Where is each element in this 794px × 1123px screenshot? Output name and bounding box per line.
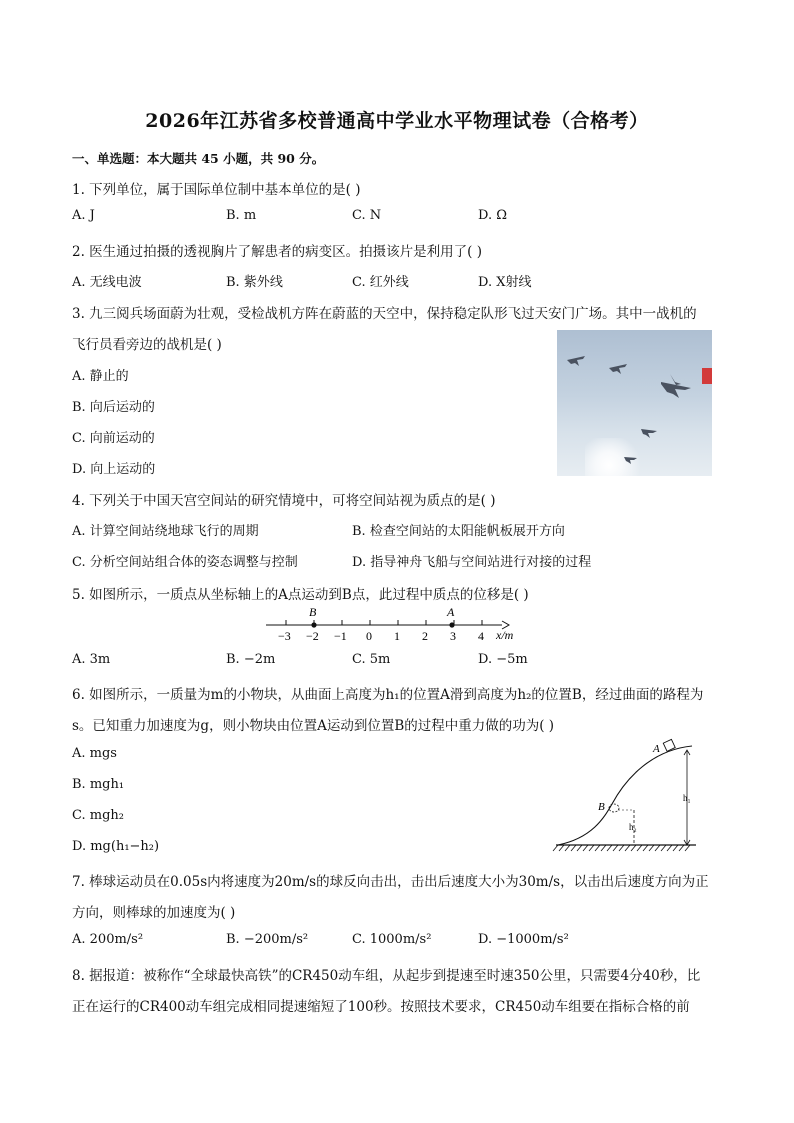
q5-option-c: C. 5m	[352, 652, 391, 667]
q8-line1: 8. 据报道：被称作“全球最快高铁”的CR450动车组，从起步到提速至时速350公里，只需要4分40秒，比	[72, 968, 701, 984]
q1-option-c: C. N	[352, 208, 382, 223]
q4-option-b: B. 检查空间站的太阳能帆板展开方向	[352, 524, 565, 539]
q3-option-b: B. 向后运动的	[72, 400, 155, 415]
q6-option-a: A. mgs	[72, 746, 117, 761]
axis-tick-label: 3	[450, 629, 456, 643]
q6-option-d: D. mg(h₁−h₂)	[72, 839, 160, 854]
point-b-dot	[311, 622, 316, 627]
ground-hatch	[601, 845, 606, 851]
q4-stem: 4. 下列关于中国天宫空间站的研究情境中，可将空间站视为质点的是( )	[72, 493, 496, 509]
q5-option-a: A. 3m	[72, 652, 111, 667]
ground-hatch	[583, 845, 588, 851]
section-heading: 一、单选题：本大题共 45 小题，共 90 分。	[72, 151, 325, 166]
fig-label-h1: h₁	[683, 793, 691, 803]
ground-hatch	[559, 845, 564, 851]
q7-option-b: B. −200m/s²	[226, 932, 309, 947]
axis-unit-label: x/m	[496, 628, 514, 642]
point-a-dot	[449, 622, 454, 627]
point-a-label: A	[447, 605, 455, 619]
q6-stem-line2: s。已知重力加速度为g，则小物块由位置A运动到位置B的过程中重力做的功为( )	[72, 718, 555, 734]
jets-silhouettes	[557, 330, 712, 476]
q5-option-b: B. −2m	[226, 652, 276, 667]
ground-hatch	[607, 845, 612, 851]
ground-hatch	[637, 845, 642, 851]
ground-hatch	[589, 845, 594, 851]
axis-tick-label: 0	[366, 629, 372, 643]
q2-option-b: B. 紫外线	[226, 275, 283, 290]
q3-option-c: C. 向前运动的	[72, 431, 155, 446]
q1-option-b: B. m	[226, 208, 257, 223]
q7-stem-line1: 7. 棒球运动员在0.05s内将速度为20m/s的球反向击出，击出后速度大小为30m/s，以击出后速度方向为正	[72, 874, 709, 890]
q4-option-d: D. 指导神舟飞船与空间站进行对接的过程	[352, 555, 592, 570]
ground-hatch	[595, 845, 600, 851]
ground-hatch	[577, 845, 582, 851]
q1-option-d: D. Ω	[478, 208, 508, 223]
ground-hatch	[655, 845, 660, 851]
axis-tick-label: 2	[422, 629, 428, 643]
q3-option-d: D. 向上运动的	[72, 462, 156, 477]
ground-hatch	[685, 845, 690, 851]
axis-tick-label: −3	[278, 629, 291, 643]
q6-stem-line1: 6. 如图所示，一质量为m的小物块，从曲面上高度为h₁的位置A滑到高度为h₂的位置B，经过曲面的路程为	[72, 687, 704, 703]
axis-tick-label: −1	[334, 629, 347, 643]
q3-stem-line1: 3. 九三阅兵场面蔚为壮观，受检战机方阵在蔚蓝的天空中，保持稳定队形飞过天安门广场。其中一战机的	[72, 306, 697, 322]
ground-hatch	[643, 845, 648, 851]
point-b-label: B	[309, 605, 317, 619]
q3-stem-line2: 飞行员看旁边的战机是( )	[72, 337, 222, 353]
fig-label-a: A	[653, 743, 660, 755]
q6-option-c: C. mgh₂	[72, 808, 124, 823]
ground-hatch	[571, 845, 576, 851]
q2-stem: 2. 医生通过拍摄的透视胸片了解患者的病变区。拍摄该片是利用了( )	[72, 244, 482, 260]
ground-hatch	[625, 845, 630, 851]
q4-option-a: A. 计算空间站绕地球飞行的周期	[72, 524, 259, 539]
q2-option-d: D. X射线	[478, 275, 532, 290]
q8-line2: 正在运行的CR400动车组完成相同提速缩短了100秒。按照技术要求，CR450动车组要在指标合格的前	[72, 999, 690, 1015]
fig-label-b: B	[598, 801, 605, 813]
axis-tick-label: 4	[478, 629, 484, 643]
q4-option-c: C. 分析空间站组合体的姿态调整与控制	[72, 555, 298, 570]
q1-stem: 1. 下列单位，属于国际单位制中基本单位的是( )	[72, 182, 361, 198]
q5-stem: 5. 如图所示，一质点从坐标轴上的A点运动到B点，此过程中质点的位移是( )	[72, 587, 529, 603]
ground-hatch	[649, 845, 654, 851]
q3-option-a: A. 静止的	[72, 369, 129, 384]
q5-option-d: D. −5m	[478, 652, 528, 667]
ground-hatch	[631, 845, 636, 851]
fighter-jets-photo	[557, 330, 712, 476]
q2-option-c: C. 红外线	[352, 275, 409, 290]
q5-number-line	[262, 603, 532, 645]
ground-hatch	[553, 845, 558, 851]
fig-label-h2: h₂	[629, 822, 637, 832]
q1-option-a: A. J	[72, 208, 95, 223]
ground-hatch	[661, 845, 666, 851]
q6-option-b: B. mgh₁	[72, 777, 125, 792]
ground-hatch	[565, 845, 570, 851]
q7-option-d: D. −1000m/s²	[478, 932, 569, 947]
q6-curve-figure	[552, 738, 702, 856]
ground-hatch	[673, 845, 678, 851]
axis-tick-label: 1	[394, 629, 400, 643]
axis-tick-label: −2	[306, 629, 319, 643]
ground-hatch	[667, 845, 672, 851]
ground-hatch	[613, 845, 618, 851]
q7-option-c: C. 1000m/s²	[352, 932, 432, 947]
q7-option-a: A. 200m/s²	[72, 932, 144, 947]
q7-stem-line2: 方向，则棒球的加速度为( )	[72, 905, 236, 921]
q2-option-a: A. 无线电波	[72, 275, 142, 290]
ground-hatch	[619, 845, 624, 851]
ground-hatch	[679, 845, 684, 851]
page-title: 2026年江苏省多校普通高中学业水平物理试卷（合格考）	[145, 110, 649, 132]
